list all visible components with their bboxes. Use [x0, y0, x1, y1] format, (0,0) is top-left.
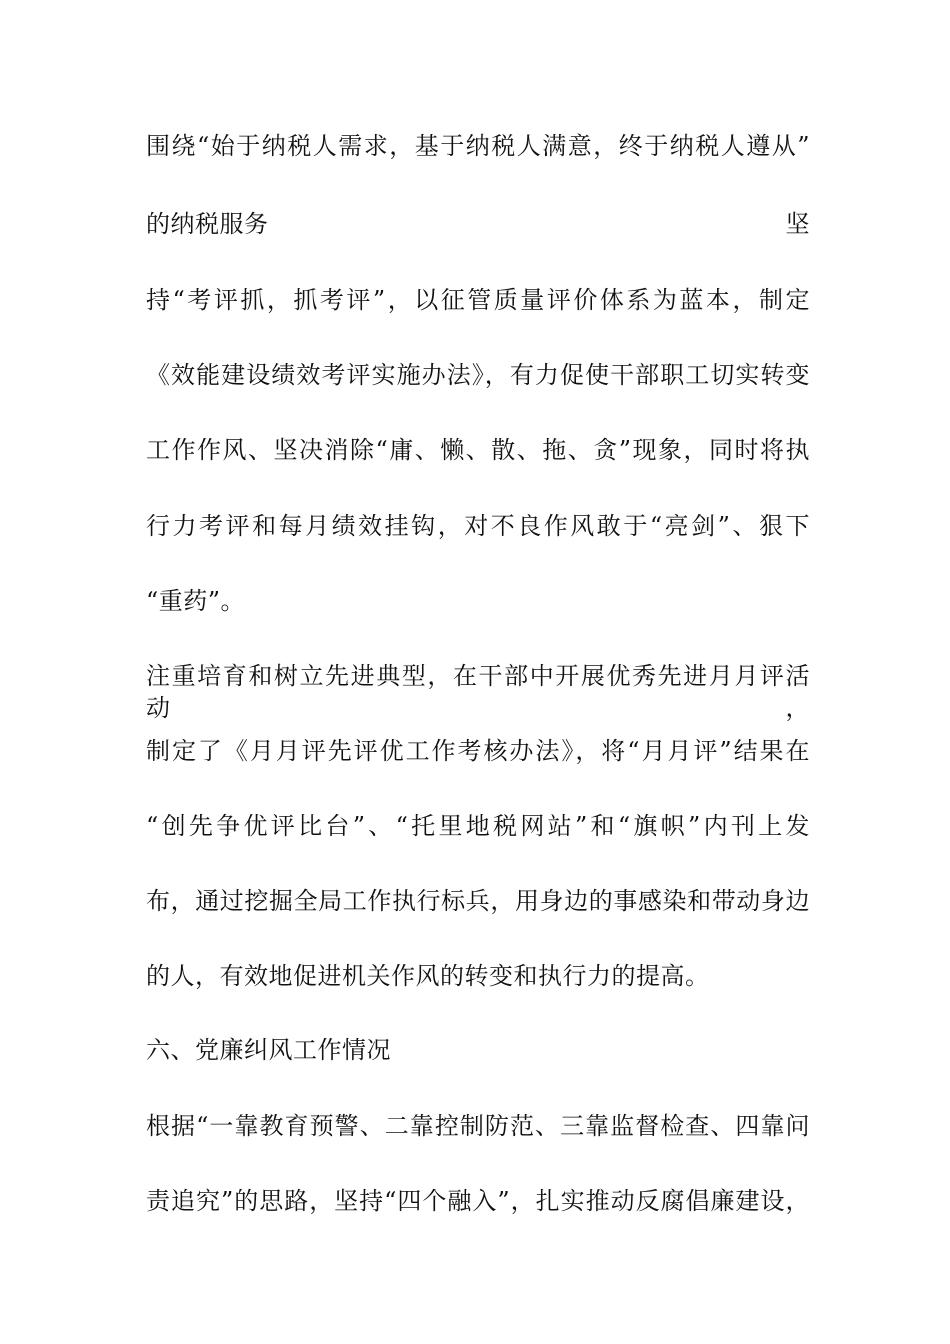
text-line-10: “创先争优评比台”、“托里地税网站”和“旗帜”内刊上发	[146, 812, 810, 840]
text-line-2	[146, 208, 810, 240]
text-line-9: 制定了《月月评先评优工作考核办法》，将“月月评”结果在	[146, 737, 810, 765]
text-line-6: 行力考评和每月绩效挂钩，对不良作风敢于“亮剑”、狠下	[146, 512, 810, 540]
text-line-8: 注重培育和树立先进典型，在干部中开展优秀先进月月评活动，	[146, 662, 810, 722]
section-heading: 六、党廉纠风工作情况	[146, 1036, 391, 1064]
text-line-4: 《效能建设绩效考评实施办法》，有力促使干部职工切实转变	[146, 361, 810, 389]
text-line-5: 工作作风、坚决消除“庸、懒、散、拖、贪”现象，同时将执	[146, 436, 810, 464]
text-line-1: 围绕“始于纳税人需求，基于纳税人满意，终于纳税人遵从”	[146, 132, 810, 160]
text-line-2-left: 的纳税服务	[146, 210, 269, 238]
text-line-3: 持“考评抓，抓考评”，以征管质量评价体系为蓝本，制定	[146, 286, 810, 314]
text-line-2-right: 坚	[785, 210, 810, 238]
text-line-11: 布，通过挖掘全局工作执行标兵，用身边的事感染和带动身边	[146, 887, 810, 915]
text-line-12: 的人，有效地促进机关作风的转变和执行力的提高。	[146, 962, 710, 990]
text-line-13: 根据“一靠教育预警、二靠控制防范、三靠监督检查、四靠问	[146, 1112, 810, 1140]
text-line-7: “重药”。	[146, 587, 246, 615]
text-line-14: 责追究”的思路，坚持“四个融入”，扎实推动反腐倡廉建设，	[146, 1187, 810, 1215]
